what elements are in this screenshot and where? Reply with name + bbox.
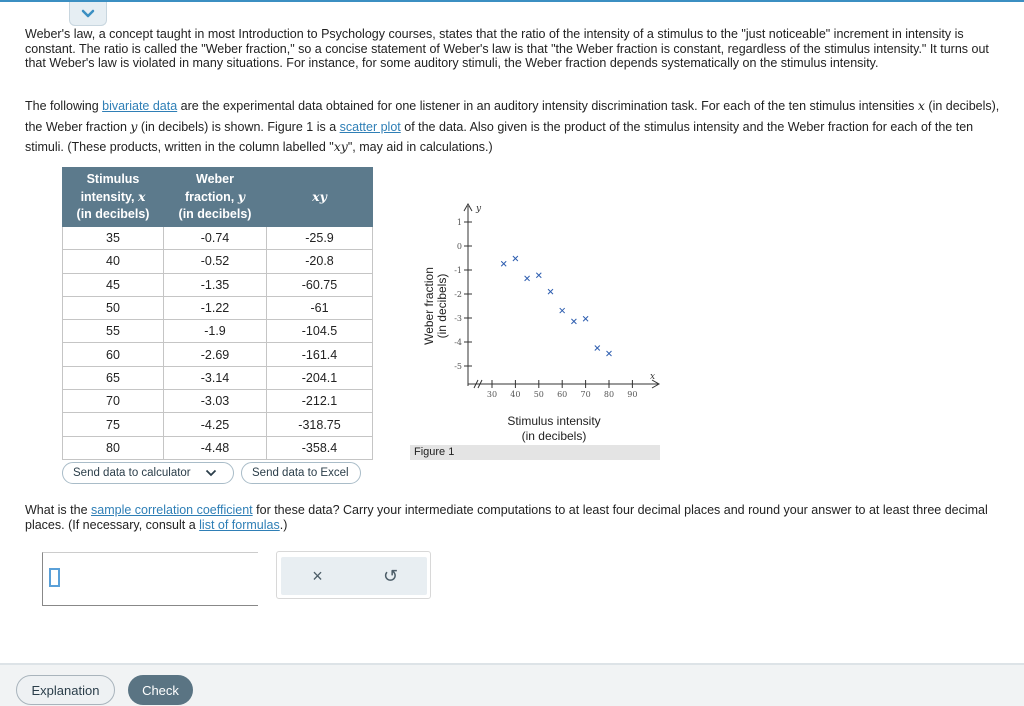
weber-law-paragraph: Weber's law, a concept taught in most Introduction to Psychology courses, states that the ratio of the intensity of a stimulus to the "just noticeable" increment in intensity is constant. The ratio is called the "Weber fraction," so a concise statement of Weber's law is that "the Weber fraction is constant, regardless of the stimulus intensity." It turns out that Weber's law is violated in many situations. For instance, for some auditory stimuli, the Weber fraction depends systematically on the stimulus intensity. xyxy=(25,27,989,70)
y-tick-label: -2 xyxy=(454,290,462,299)
header-weber-fraction: Weber fraction, y (in decibels) xyxy=(164,168,267,227)
x-axis-label-line2: (in decibels) xyxy=(521,429,587,443)
cell-x: 75 xyxy=(63,413,164,436)
collapse-toggle[interactable] xyxy=(69,2,107,26)
answer-input[interactable] xyxy=(42,552,258,606)
cell-x: 60 xyxy=(63,343,164,366)
table-row xyxy=(63,343,373,366)
send-to-calculator-button[interactable] xyxy=(62,462,234,484)
data-description-paragraph: The following bivariate data are the experimental data obtained for one listener in an auditory intensity discrimination task. For each of the ten stimulus intensities x (in decibels), the Weber fraction y (in decibels) is shown. Figure 1 is a scatter plot of the data. Also given is the product of the stimulus intensity and the Weber fraction for each of the ten stimuli. (These products, written in the column labelled "xy", may aid in calculations.) xyxy=(25,98,1000,154)
explanation-button[interactable]: Explanation xyxy=(16,675,115,705)
data-point xyxy=(607,351,612,356)
y-axis-label-line2: (in decibels) xyxy=(435,273,449,339)
data-point xyxy=(536,273,541,278)
question-text: What is the sample correlation coefficient for these data? Carry your intermediate computations to at least four decimal places and round your answer to at least three decimal places. (If necessary, consult a list of formulas.) xyxy=(25,503,988,532)
cell-x: 45 xyxy=(63,273,164,296)
cell-xy: -60.75 xyxy=(267,273,373,296)
table-row xyxy=(63,320,373,343)
y-tick-label: 1 xyxy=(456,218,462,227)
sample-correlation-link[interactable]: sample correlation coefficient xyxy=(91,503,253,517)
x-tick-label: 90 xyxy=(627,390,638,399)
data-point xyxy=(583,316,588,321)
x-axis-symbol: x xyxy=(650,372,656,382)
table-row xyxy=(63,366,373,389)
cell-x: 35 xyxy=(63,227,164,250)
cell-x: 65 xyxy=(63,366,164,389)
header-stimulus-intensity: Stimulus intensity, x (in decibels) xyxy=(63,168,164,227)
x-tick-label: 40 xyxy=(510,390,521,399)
y-tick-label: -5 xyxy=(454,362,462,371)
data-point xyxy=(548,289,553,294)
cell-x: 70 xyxy=(63,390,164,413)
y-tick-label: 0 xyxy=(456,242,462,251)
table-row xyxy=(63,436,373,459)
cell-y: -4.48 xyxy=(164,436,267,459)
cell-x: 80 xyxy=(63,436,164,459)
cell-y: -1.9 xyxy=(164,320,267,343)
cell-y: -1.22 xyxy=(164,296,267,319)
y-tick-label: -4 xyxy=(454,338,462,347)
scatter-plot-link[interactable]: scatter plot xyxy=(339,119,401,134)
y-tick-label: -3 xyxy=(454,314,462,323)
x-tick-label: 60 xyxy=(557,390,568,399)
cell-xy: -61 xyxy=(267,296,373,319)
cell-xy: -358.4 xyxy=(267,436,373,459)
y-axis-label-line1: Weber fraction xyxy=(422,267,436,345)
top-accent-line xyxy=(0,0,1024,2)
cell-y: -3.14 xyxy=(164,366,267,389)
send-to-excel-label: Send data to Excel xyxy=(252,467,349,479)
table-row xyxy=(63,227,373,250)
cell-xy: -204.1 xyxy=(267,366,373,389)
figure-caption: Figure 1 xyxy=(410,445,660,460)
table-row xyxy=(63,250,373,273)
clear-icon[interactable]: × xyxy=(312,565,323,586)
data-point xyxy=(501,261,506,266)
cell-y: -1.35 xyxy=(164,273,267,296)
table-row xyxy=(63,413,373,436)
cell-y: -3.03 xyxy=(164,390,267,413)
data-point xyxy=(560,308,565,313)
data-point xyxy=(595,346,600,351)
bivariate-data-link[interactable]: bivariate data xyxy=(102,99,178,113)
header-xy: xy xyxy=(267,168,373,227)
cell-x: 40 xyxy=(63,250,164,273)
table-body xyxy=(63,227,373,460)
list-of-formulas-link[interactable]: list of formulas xyxy=(199,517,280,532)
chart-axes xyxy=(454,204,659,399)
x-tick-label: 70 xyxy=(580,390,591,399)
cell-xy: -25.9 xyxy=(267,227,373,250)
data-point xyxy=(513,256,518,261)
cell-y: -0.74 xyxy=(164,227,267,250)
cell-y: -0.52 xyxy=(164,250,267,273)
scatter-plot xyxy=(412,196,662,446)
cell-x: 55 xyxy=(63,320,164,343)
data-point xyxy=(525,276,530,281)
undo-icon[interactable]: ↺ xyxy=(382,565,399,586)
y-axis-symbol: y xyxy=(476,204,482,214)
cell-y: -2.69 xyxy=(164,343,267,366)
send-to-calculator-label: Send data to calculator xyxy=(73,467,191,479)
cell-x: 50 xyxy=(63,296,164,319)
cell-y: -4.25 xyxy=(164,413,267,436)
x-tick-label: 80 xyxy=(603,390,615,399)
data-point xyxy=(571,319,576,324)
cell-xy: -104.5 xyxy=(267,320,373,343)
chart-points xyxy=(501,256,611,356)
send-to-excel-button[interactable] xyxy=(241,462,361,484)
x-tick-label: 30 xyxy=(486,390,498,399)
cell-xy: -20.8 xyxy=(267,250,373,273)
y-tick-label: -1 xyxy=(454,266,462,275)
x-tick-label: 50 xyxy=(533,390,544,399)
data-table xyxy=(62,167,373,460)
x-axis-label-line1: Stimulus intensity xyxy=(507,414,601,428)
chevron-down-icon xyxy=(81,9,95,19)
cell-xy: -212.1 xyxy=(267,390,373,413)
cell-xy: -161.4 xyxy=(267,343,373,366)
check-button[interactable]: Check xyxy=(128,675,193,705)
chevron-down-icon xyxy=(205,469,217,477)
cell-xy: -318.75 xyxy=(267,413,373,436)
answer-cursor[interactable] xyxy=(49,568,60,587)
table-row xyxy=(63,390,373,413)
table-row xyxy=(63,273,373,296)
table-row xyxy=(63,296,373,319)
answer-tools xyxy=(276,551,431,599)
